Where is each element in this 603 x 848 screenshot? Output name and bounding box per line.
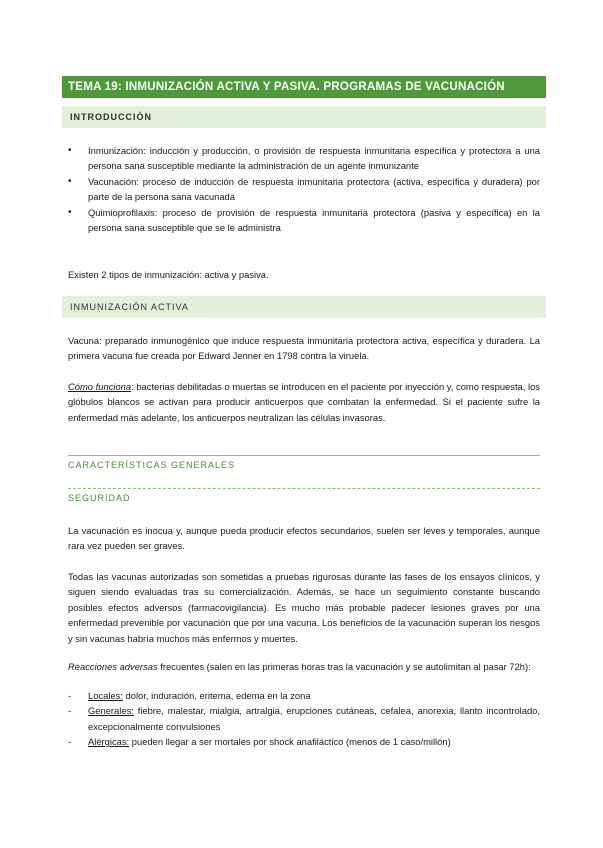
section-heading-inmunizacion-activa: INMUNIZACIÓN ACTIVA bbox=[62, 296, 546, 318]
section-heading-seguridad: SEGURIDAD bbox=[68, 493, 131, 503]
divider bbox=[68, 455, 540, 456]
list-item-text: dolor, induración, eritema, edema en la zona bbox=[122, 690, 311, 701]
intro-bullet-list bbox=[68, 143, 540, 235]
page-title: TEMA 19: INMUNIZACIÓN ACTIVA Y PASIVA. PROGRAMAS DE VACUNACIÓN bbox=[62, 76, 546, 98]
list-item: • Quimioprofilaxis: proceso de provisión de respuesta inmunitaria protectora (pasiva y específica) en la persona sana susceptible que se le administra bbox=[68, 205, 540, 236]
list-item-label: Locales: bbox=[88, 690, 123, 701]
list-item: • Inmunización: inducción y producción, o provisión de respuesta inmunitaria específica y protectora a una persona sana susceptible mediante la administración de un agente inmunizante bbox=[68, 143, 540, 174]
como-funciona-text: : bacterias debilitadas o muertas se introducen en el paciente por inyección y, como respuesta, los glóbulos blancos se activan para producir anticuerpos que combatan la enfermedad. Si el paciente sufre la enfermedad más adelante, los anticuerpos neutralizan las células invasoras. bbox=[68, 381, 540, 423]
list-item: • Vacunación: proceso de inducción de respuesta inmunitaria protectora (activa, específica y duradera) por parte de la persona sana vacunada bbox=[68, 174, 540, 205]
reacciones-text: frecuentes (salen en las primeras horas tras la vacunación y se autolimitan al pasar 72h): bbox=[157, 661, 531, 672]
list-item bbox=[68, 688, 540, 703]
reacciones-paragraph bbox=[68, 659, 540, 674]
list-item-label: Generales: bbox=[88, 705, 134, 717]
list-item-text: pueden llegar a ser mortales por shock anafiláctico (menos de 1 caso/millón) bbox=[129, 736, 451, 748]
list-item bbox=[68, 734, 540, 749]
seguridad-paragraph-1: La vacunación es inocua y, aunque pueda producir efectos secundarios, suelen ser leves y temporales, aunque rara vez pueden ser graves. bbox=[68, 525, 540, 552]
list-item-text: fiebre, malestar, mialgia, artralgia, erupciones cutáneas, cefalea, anorexia, llanto incontrolado, excepcionalmente convulsiones bbox=[88, 705, 540, 732]
tipos-paragraph: Existen 2 tipos de inmunización: activa y pasiva. bbox=[68, 269, 269, 280]
vacuna-paragraph: Vacuna: preparado inmunogénico que induce respuesta inmunitaria protectora activa, específica y duradera. La primera vacuna fue creada por Edward Jenner en 1798 contra la viruela. bbox=[68, 335, 540, 362]
como-funciona-label: Cómo funciona bbox=[68, 381, 132, 392]
list-item bbox=[68, 703, 540, 734]
divider bbox=[68, 488, 540, 489]
reacciones-list bbox=[68, 688, 540, 750]
section-heading-introduccion: INTRODUCCIÓN bbox=[62, 106, 546, 128]
list-item-label: Alérgicas: bbox=[88, 736, 130, 748]
reacciones-label: Reacciones adversas bbox=[68, 661, 158, 672]
como-funciona-paragraph bbox=[68, 379, 540, 425]
seguridad-paragraph-2: Todas las vacunas autorizadas son sometidas a pruebas rigurosas durante las fases de los ensayos clínicos, y siguen siendo evaluadas tras su comercialización. Además, se hace un seguimiento constante buscando posibles efectos adversos (farmacovigilancia). Es mucho más probable padecer lesiones graves por una enfermedad prevenible por vacunación que por una vacuna. Los beneficios de la vacunación superan los riesgos y sin vacunas habría muchos más enfermos y muertes. bbox=[68, 571, 540, 644]
section-heading-caracteristicas: CARACTERÍSTICAS GENERALES bbox=[68, 460, 236, 470]
